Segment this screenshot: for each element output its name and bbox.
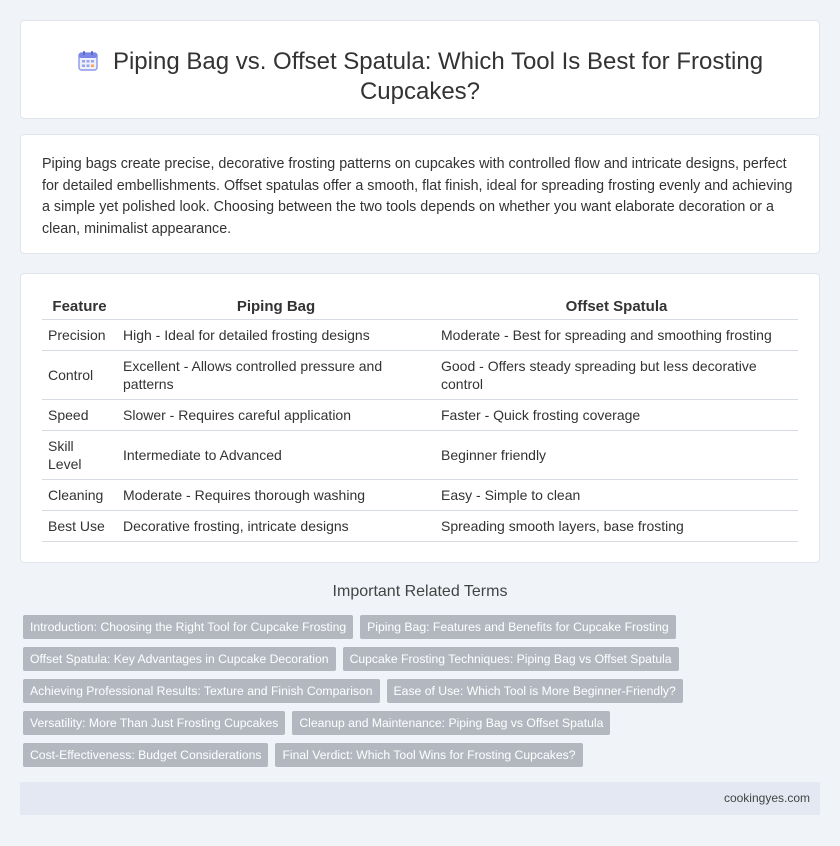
table-header-row — [42, 295, 798, 319]
cell-offset-spatula: Faster - Quick frosting coverage — [435, 399, 798, 430]
page-title: Piping Bag vs. Offset Spatula: Which Tool Is Best for Frosting Cupcakes? — [112, 48, 764, 105]
related-term-tag[interactable]: Cost-Effectiveness: Budget Considerations — [23, 743, 268, 767]
related-term-tag[interactable]: Achieving Professional Results: Texture and Finish Comparison — [23, 679, 380, 703]
cell-feature: Skill Level — [42, 430, 117, 479]
table-row — [42, 319, 798, 350]
table-row — [42, 430, 798, 479]
related-term-tag[interactable]: Ease of Use: Which Tool is More Beginner-Friendly? — [387, 679, 683, 703]
intro-card — [20, 134, 820, 254]
header-piping-bag: Piping Bag — [117, 295, 435, 319]
cell-feature: Best Use — [42, 510, 117, 541]
footer — [20, 782, 820, 815]
footer-site-link[interactable]: cookingyes.com — [723, 791, 810, 805]
related-term-tag[interactable]: Offset Spatula: Key Advantages in Cupcake Decoration — [23, 647, 336, 671]
cell-feature: Control — [42, 350, 117, 399]
cell-feature: Precision — [42, 319, 117, 350]
cell-feature: Speed — [42, 399, 117, 430]
related-term-tag[interactable]: Piping Bag: Features and Benefits for Cupcake Frosting — [360, 615, 675, 639]
table-row — [42, 350, 798, 399]
cell-offset-spatula: Moderate - Best for spreading and smoothing frosting — [435, 319, 798, 350]
cell-feature: Cleaning — [42, 479, 117, 510]
page-title-wrap — [21, 47, 819, 107]
cell-piping-bag: Decorative frosting, intricate designs — [117, 510, 435, 541]
related-term-tag[interactable]: Cleanup and Maintenance: Piping Bag vs Offset Spatula — [292, 711, 610, 735]
intro-text: Piping bags create precise, decorative frosting patterns on cupcakes with controlled flow and intricate designs, perfect for detailed embellishments. Offset spatulas offer a smooth, flat finish, ideal for spreading frosting evenly and achieving a simple yet polished look. Choosing between the two tools depends on whether you want elaborate decoration or a clean, minimalist appearance. — [42, 156, 793, 237]
table-row — [42, 479, 798, 510]
calendar-icon — [77, 50, 99, 72]
title-card — [20, 20, 820, 119]
table-row — [42, 510, 798, 541]
comparison-card — [20, 273, 820, 563]
cell-piping-bag: High - Ideal for detailed frosting designs — [117, 319, 435, 350]
cell-offset-spatula: Easy - Simple to clean — [435, 479, 798, 510]
cell-piping-bag: Slower - Requires careful application — [117, 399, 435, 430]
header-offset-spatula: Offset Spatula — [435, 295, 798, 319]
related-terms-list — [23, 615, 683, 767]
related-term-tag[interactable]: Final Verdict: Which Tool Wins for Frosting Cupcakes? — [275, 743, 582, 767]
related-term-tag[interactable]: Versatility: More Than Just Frosting Cupcakes — [23, 711, 285, 735]
header-feature: Feature — [42, 295, 117, 319]
cell-piping-bag: Intermediate to Advanced — [117, 430, 435, 479]
cell-piping-bag: Excellent - Allows controlled pressure and patterns — [117, 350, 435, 399]
table-row — [42, 399, 798, 430]
cell-piping-bag: Moderate - Requires thorough washing — [117, 479, 435, 510]
related-terms-title: Important Related Terms — [332, 583, 508, 600]
cell-offset-spatula: Beginner friendly — [435, 430, 798, 479]
comparison-table — [42, 295, 798, 542]
cell-offset-spatula: Spreading smooth layers, base frosting — [435, 510, 798, 541]
related-term-tag[interactable]: Introduction: Choosing the Right Tool for Cupcake Frosting — [23, 615, 353, 639]
related-term-tag[interactable]: Cupcake Frosting Techniques: Piping Bag vs Offset Spatula — [343, 647, 679, 671]
cell-offset-spatula: Good - Offers steady spreading but less decorative control — [435, 350, 798, 399]
